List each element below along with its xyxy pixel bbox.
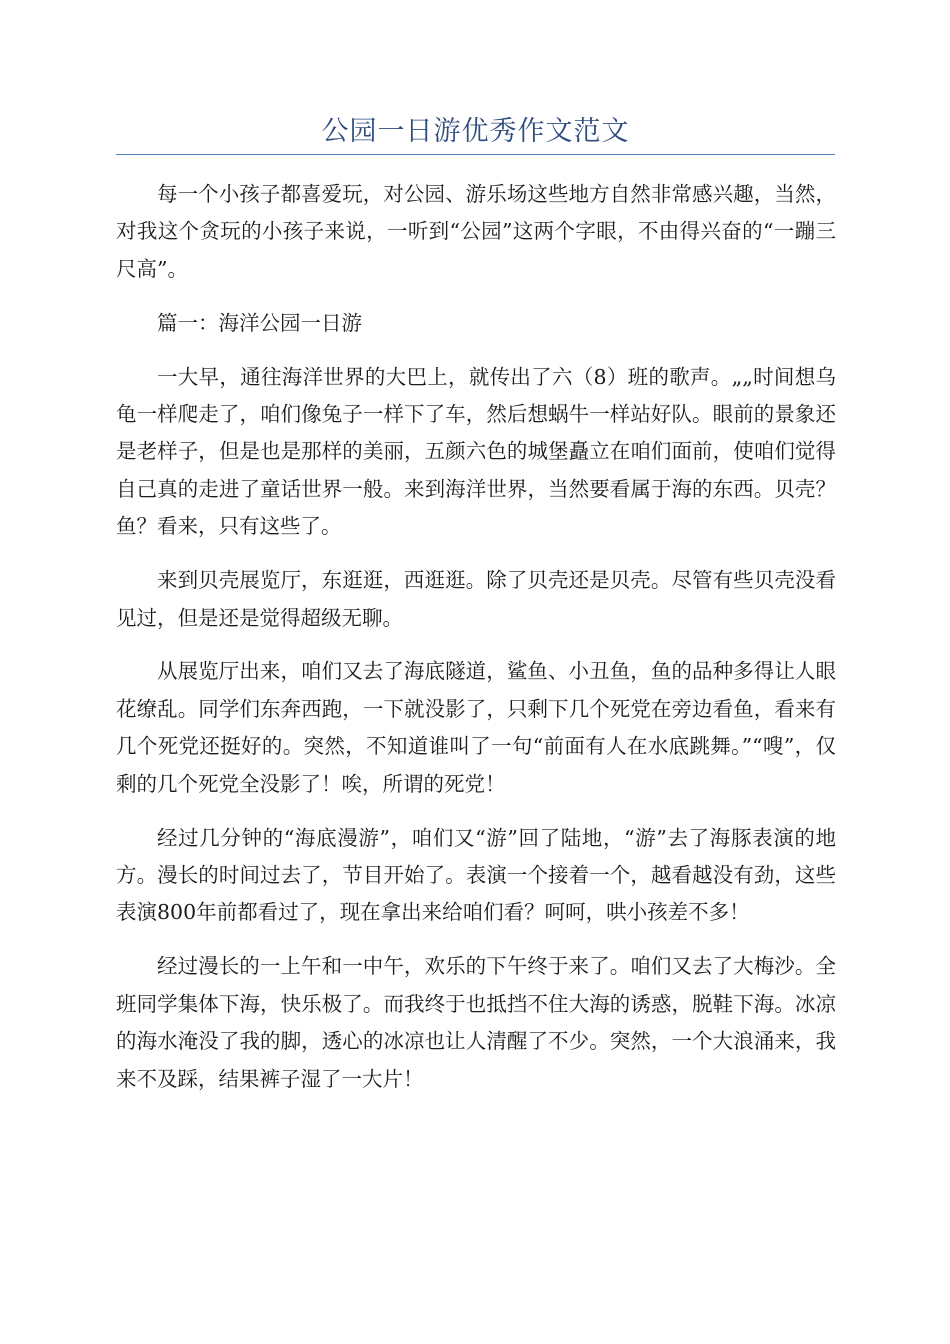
paragraph-intro: 每一个小孩子都喜爱玩，对公园、游乐场这些地方自然非常感兴趣，当然，对我这个贪玩的小孩子来说，一听到“公园”这两个字眼，不由得兴奋的“一蹦三尺高”。 [116,182,836,281]
title-underline [116,154,835,155]
paragraph: 来到贝壳展览厅，东逛逛，西逛逛。除了贝壳还是贝壳。尽管有些贝壳没看见过，但是还是觉得超级无聊。 [116,568,836,630]
document-title: 公园一日游优秀作文范文 [321,116,630,147]
paragraph: 经过几分钟的“海底漫游”，咱们又“游”回了陆地，“游”去了海豚表演的地方。漫长的时间过去了，节目开始了。表演一个接着一个，越看越没有劲，这些表演800年前都看过了，现在拿出来给咱们看？呵呵，哄小孩差不多！ [116,825,836,925]
paragraph: 一大早，通往海洋世界的大巴上，就传出了六（8）班的歌声。„„时间想乌龟一样爬走了，咱们像兔子一样下了车，然后想蜗牛一样站好队。眼前的景象还是老样子，但是也是那样的美丽，五颜六色的城堡矗立在咱们面前，使咱们觉得自己真的走进了童话世界一般。来到海洋世界，当然要看属于海的东西。贝壳？鱼？看来，只有这些了。 [116,364,836,539]
paragraph: 经过漫长的一上午和一中午，欢乐的下午终于来了。咱们又去了大梅沙。全班同学集体下海，快乐极了。而我终于也抵挡不住大海的诱惑，脱鞋下海。冰凉的海水淹没了我的脚，透心的冰凉也让人清醒了不少。突然，一个大浪涌来，我来不及踩，结果裤子湿了一大片！ [116,954,836,1091]
paragraph: 从展览厅出来，咱们又去了海底隧道，鲨鱼、小丑鱼，鱼的品种多得让人眼花缭乱。同学们东奔西跑，一下就没影了，只剩下几个死党在旁边看鱼，看来有几个死党还挺好的。突然，不知道谁叫了一句“前面有人在水底跳舞。”“嗖”，仅剩的几个死党全没影了！唉，所谓的死党！ [116,659,836,796]
document-body [116,176,836,1114]
section-heading: 篇一：海洋公园一日游 [157,310,362,335]
